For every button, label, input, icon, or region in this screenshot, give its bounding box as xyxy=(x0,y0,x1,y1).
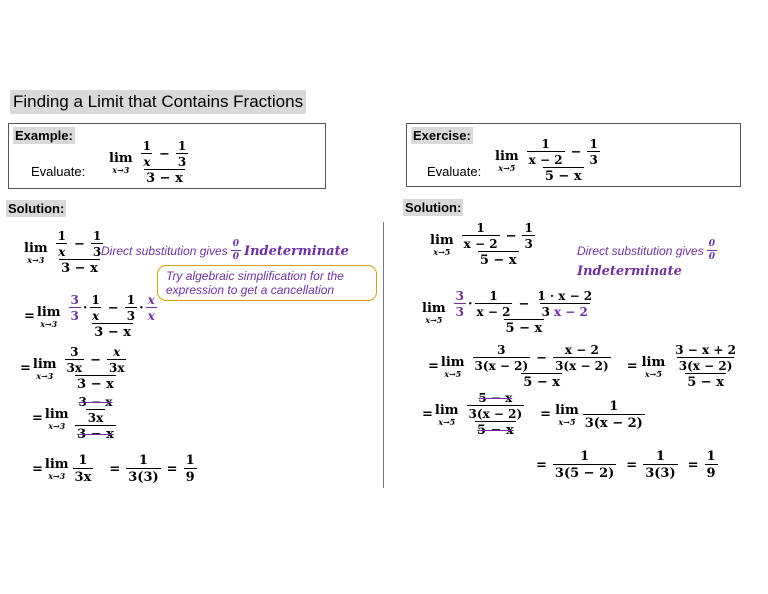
exercise-evaluate-text: Evaluate: xyxy=(427,164,482,179)
right-step-3: = lim x→5 $\frac{3}{3(x - 2)}$ − $\frac{x - 2}{3(x - 2)}$ 5 − x = lim x→5 $\frac{\frac{3 - x + 2}{3(x - 2)}}{5 - x}$ xyxy=(428,343,736,390)
left-final-answer: $\frac{1}{9}$ xyxy=(185,453,195,485)
simplification-tip-bubble: Try algebraic simplification for the expression to get a cancellation xyxy=(157,265,377,301)
right-step-2: lim x→5 $\frac{3}{3}$ · $\frac{1}{x - 2}$ − 1 · x − 2 3 x − 2 5 − x xyxy=(422,289,593,336)
right-step-1: lim x→5 $\frac{1}{x - 2}$ − $\frac{1}{3}$ 5 − x xyxy=(430,221,533,268)
left-step-1: lim x→3 $\frac{1}{x}$ − $\frac{1}{3}$ 3 − x xyxy=(24,229,102,276)
right-solution-label: Solution: xyxy=(405,200,462,215)
example-expression: lim x→3 $\frac{1}{x}$ − $\frac{1}{3}$ 3 − x xyxy=(109,139,187,186)
left-step-5: = lim x→3 $\frac{1}{3x}$ = $\frac{1}{3(3)}$ = $\frac{1}{9}$ xyxy=(32,453,195,485)
right-indeterminate-text: Indeterminate xyxy=(577,264,682,279)
example-label: Example: xyxy=(15,128,73,143)
exercise-expression: lim x→5 $\frac{1}{x - 2}$ − $\frac{1}{3}$ 5 − x xyxy=(495,137,598,184)
left-direct-substitution-note: Direct substitution gives $\frac{0}{0}$ Indeterminate xyxy=(101,239,349,262)
right-direct-substitution-note: Direct substitution gives $\frac{0}{0}$ Indeterminate xyxy=(577,240,720,278)
left-step-4: = lim x→3 $\frac{\frac{3 - x}{3x}}{3 - x}$ xyxy=(32,395,114,442)
exercise-label: Exercise: xyxy=(413,128,471,143)
left-step-3: = lim x→3 $\frac{3}{3x}$ − $\frac{x}{3x}$ 3 − x xyxy=(20,345,125,392)
left-indeterminate-text: Indeterminate xyxy=(244,243,349,259)
example-evaluate-text: Evaluate: xyxy=(31,164,86,179)
example-box xyxy=(8,123,326,189)
page-title: Finding a Limit that Contains Fractions xyxy=(10,90,306,114)
right-step-4: = lim x→5 $\frac{\frac{5 - x}{3(x - 2)}}{5 - x}$ = lim x→5 $\frac{1}{3(x - 2)}$ xyxy=(422,391,643,438)
column-divider xyxy=(383,222,384,488)
exercise-box xyxy=(406,123,741,187)
right-step-5: = $\frac{1}{3(5 - 2)}$ = $\frac{1}{3(3)}$ = $\frac{1}{9}$ xyxy=(536,449,716,481)
left-solution-label: Solution: xyxy=(8,201,65,216)
left-step-2: = lim x→3 $\frac{3}{3}$ · $\frac{1}{x}$ − $\frac{1}{3}$ · $\frac{x}{x}$ 3 − x xyxy=(24,293,155,340)
right-final-answer: $\frac{1}{9}$ xyxy=(706,449,716,481)
